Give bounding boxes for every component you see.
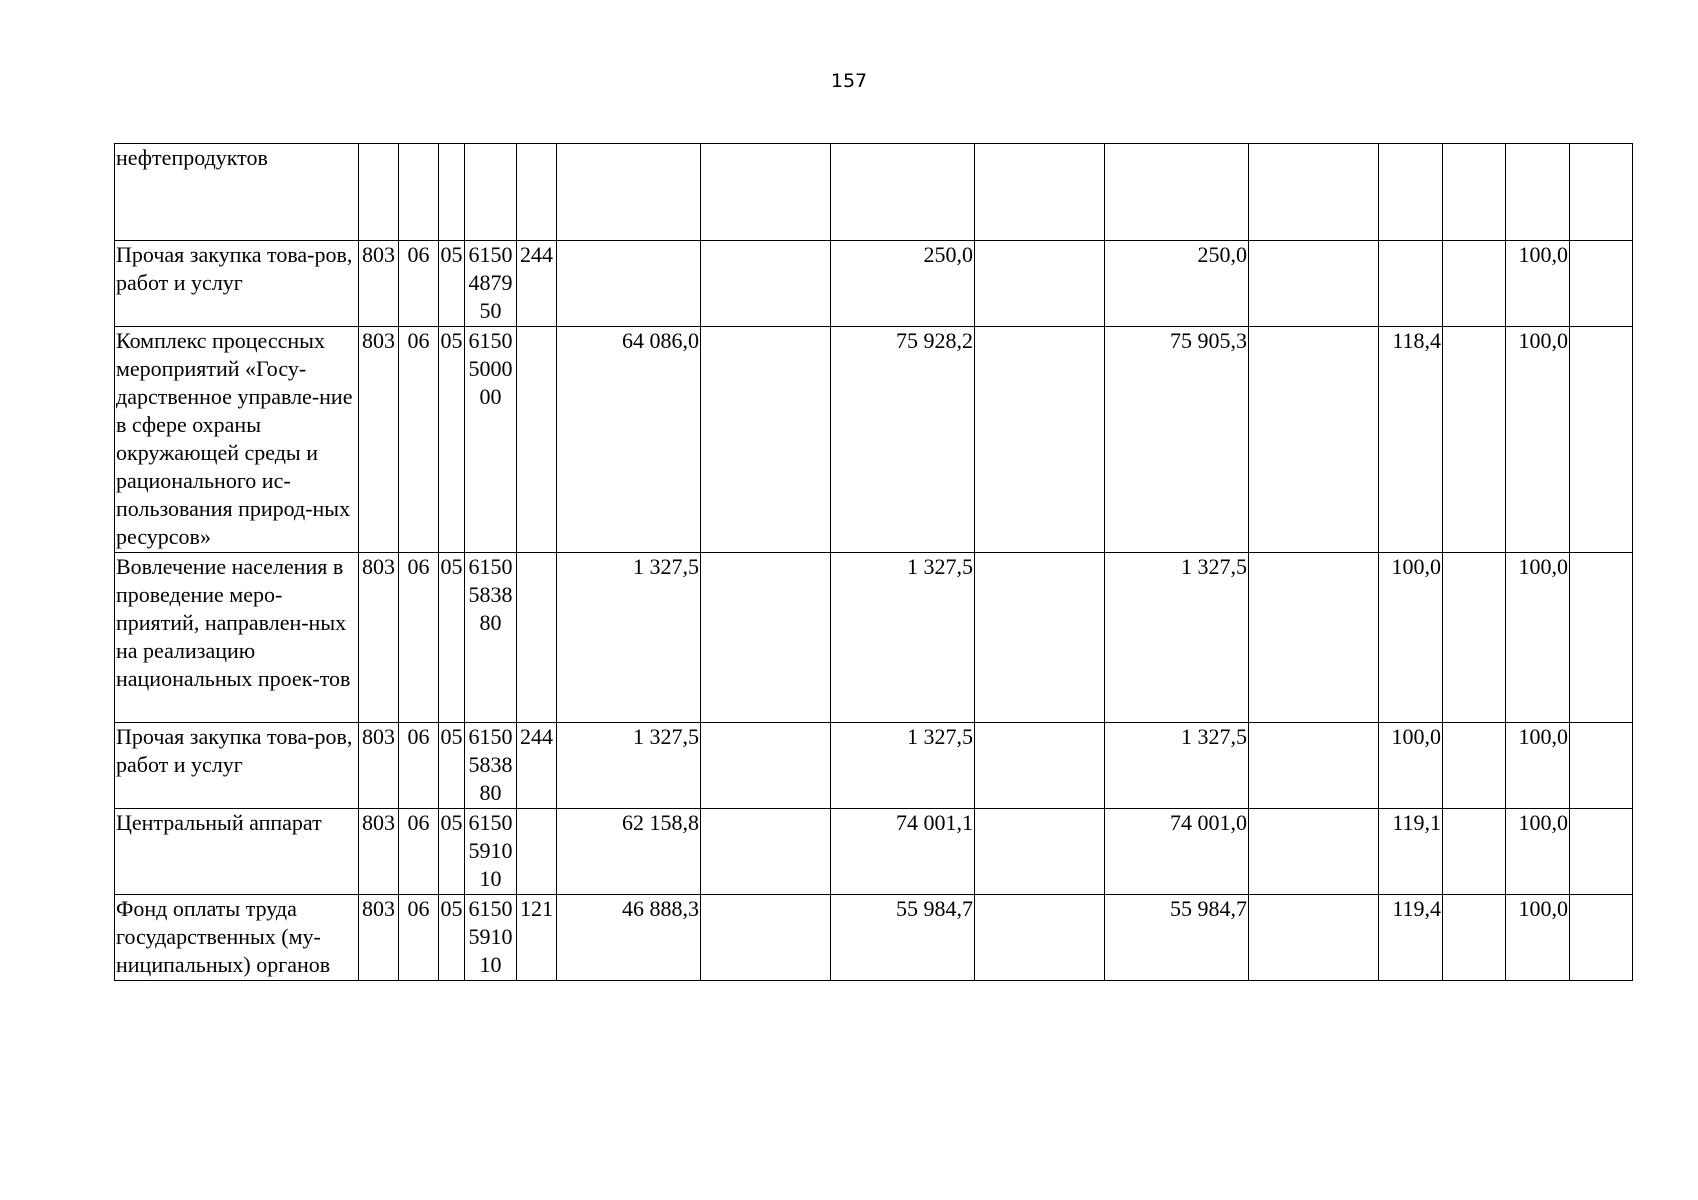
table-row (115, 553, 1633, 723)
pr-cell: 05 (439, 809, 465, 895)
csr-segment: 4879 (468, 270, 513, 295)
vr-cell: 244 (517, 241, 557, 327)
csr-cell (465, 723, 517, 809)
empty-cell (975, 809, 1105, 895)
row-name-cell: Прочая закупка това-ров, работ и услуг (115, 723, 359, 809)
empty-cell (1443, 144, 1506, 241)
empty-cell (701, 895, 831, 981)
pct-planned-cell: 100,0 (1506, 241, 1570, 327)
pct-planned-cell: 100,0 (1506, 327, 1570, 553)
empty-cell (701, 241, 831, 327)
vr-cell: 121 (517, 895, 557, 981)
grbs-cell: 803 (359, 241, 399, 327)
grbs-cell: 803 (359, 723, 399, 809)
pr-cell: 05 (439, 553, 465, 723)
csr-cell (465, 809, 517, 895)
table-row (115, 723, 1633, 809)
executed-cell (1105, 144, 1249, 241)
csr-segment: 80 (479, 610, 502, 635)
empty-cell (1249, 895, 1379, 981)
vr-cell (517, 553, 557, 723)
budget-table (114, 143, 1633, 981)
approved-cell: 46 888,3 (557, 895, 701, 981)
vr-cell: 244 (517, 723, 557, 809)
table-row (115, 327, 1633, 553)
grbs-cell: 803 (359, 553, 399, 723)
empty-cell (975, 723, 1105, 809)
empty-cell (1249, 553, 1379, 723)
pr-cell: 05 (439, 241, 465, 327)
empty-cell (975, 241, 1105, 327)
empty-cell (701, 553, 831, 723)
pct-approved-cell: 119,4 (1379, 895, 1443, 981)
approved-cell: 64 086,0 (557, 327, 701, 553)
csr-cell (465, 553, 517, 723)
csr-segment: 10 (479, 952, 502, 977)
table-row (115, 144, 1633, 241)
executed-cell: 1 327,5 (1105, 553, 1249, 723)
empty-cell (1443, 241, 1506, 327)
empty-cell (1570, 241, 1633, 327)
vr-cell (517, 327, 557, 553)
empty-cell (1570, 895, 1633, 981)
approved-cell: 62 158,8 (557, 809, 701, 895)
empty-cell (1570, 723, 1633, 809)
empty-cell (1249, 327, 1379, 553)
grbs-cell: 803 (359, 809, 399, 895)
csr-segment: 5910 (468, 924, 513, 949)
empty-cell (701, 809, 831, 895)
empty-cell (1249, 241, 1379, 327)
empty-cell (975, 553, 1105, 723)
pct-planned-cell: 100,0 (1506, 809, 1570, 895)
row-name-cell: Фонд оплаты труда государственных (му-ниципальных) органов (115, 895, 359, 981)
row-name-cell: Комплекс процессных мероприятий «Госу-дарственное управле-ние в сфере охраны окружающей среды и рационального ис-пользования природ-ных ресурсов» (115, 327, 359, 553)
executed-cell: 250,0 (1105, 241, 1249, 327)
csr-cell (465, 327, 517, 553)
empty-cell (1249, 809, 1379, 895)
empty-cell (701, 723, 831, 809)
planned-cell: 74 001,1 (831, 809, 975, 895)
page-number: 157 (830, 70, 868, 92)
executed-cell: 1 327,5 (1105, 723, 1249, 809)
empty-cell (1443, 327, 1506, 553)
pr-cell: 05 (439, 895, 465, 981)
pct-approved-cell (1379, 144, 1443, 241)
empty-cell (1443, 895, 1506, 981)
approved-cell (557, 144, 701, 241)
pct-planned-cell: 100,0 (1506, 895, 1570, 981)
table-row (115, 241, 1633, 327)
budget-table-body (115, 144, 1633, 981)
empty-cell (701, 144, 831, 241)
empty-cell (1443, 553, 1506, 723)
pct-approved-cell: 118,4 (1379, 327, 1443, 553)
planned-cell: 1 327,5 (831, 723, 975, 809)
csr-segment: 50 (479, 298, 502, 323)
row-name-cell: нефтепродуктов (115, 144, 359, 241)
rz-cell: 06 (399, 809, 439, 895)
approved-cell (557, 241, 701, 327)
grbs-cell (359, 144, 399, 241)
executed-cell: 75 905,3 (1105, 327, 1249, 553)
empty-cell (1249, 723, 1379, 809)
pr-cell (439, 144, 465, 241)
csr-segment: 6150 (468, 810, 513, 835)
empty-cell (1249, 144, 1379, 241)
pct-planned-cell (1506, 144, 1570, 241)
empty-cell (1570, 327, 1633, 553)
csr-cell (465, 144, 517, 241)
csr-segment: 5838 (468, 752, 513, 777)
empty-cell (1570, 809, 1633, 895)
csr-segment: 80 (479, 780, 502, 805)
csr-segment: 10 (479, 866, 502, 891)
row-name-cell: Вовлечение населения в проведение меро-приятий, направлен-ных на реализацию национальных проек-тов (115, 553, 359, 723)
rz-cell: 06 (399, 553, 439, 723)
empty-cell (975, 895, 1105, 981)
empty-cell (701, 327, 831, 553)
rz-cell (399, 144, 439, 241)
empty-cell (1443, 809, 1506, 895)
empty-cell (1570, 144, 1633, 241)
empty-cell (1443, 723, 1506, 809)
row-name-cell: Центральный аппарат (115, 809, 359, 895)
empty-cell (975, 327, 1105, 553)
pct-approved-cell (1379, 241, 1443, 327)
grbs-cell: 803 (359, 895, 399, 981)
csr-segment: 5000 (468, 356, 513, 381)
pr-cell: 05 (439, 327, 465, 553)
csr-segment: 6150 (468, 554, 513, 579)
executed-cell: 55 984,7 (1105, 895, 1249, 981)
row-name-cell: Прочая закупка това-ров, работ и услуг (115, 241, 359, 327)
planned-cell: 55 984,7 (831, 895, 975, 981)
pct-planned-cell: 100,0 (1506, 723, 1570, 809)
vr-cell (517, 144, 557, 241)
csr-segment: 5910 (468, 838, 513, 863)
approved-cell: 1 327,5 (557, 553, 701, 723)
pct-approved-cell: 100,0 (1379, 723, 1443, 809)
planned-cell: 75 928,2 (831, 327, 975, 553)
empty-cell (975, 144, 1105, 241)
rz-cell: 06 (399, 895, 439, 981)
csr-segment: 00 (479, 384, 502, 409)
pct-approved-cell: 119,1 (1379, 809, 1443, 895)
csr-segment: 6150 (468, 896, 513, 921)
pct-approved-cell: 100,0 (1379, 553, 1443, 723)
grbs-cell: 803 (359, 327, 399, 553)
empty-cell (1570, 553, 1633, 723)
planned-cell: 1 327,5 (831, 553, 975, 723)
rz-cell: 06 (399, 723, 439, 809)
csr-segment: 6150 (468, 724, 513, 749)
csr-cell (465, 241, 517, 327)
csr-segment: 6150 (468, 242, 513, 267)
table-row (115, 895, 1633, 981)
vr-cell (517, 809, 557, 895)
executed-cell: 74 001,0 (1105, 809, 1249, 895)
csr-segment: 6150 (468, 328, 513, 353)
approved-cell: 1 327,5 (557, 723, 701, 809)
rz-cell: 06 (399, 327, 439, 553)
planned-cell: 250,0 (831, 241, 975, 327)
table-row (115, 809, 1633, 895)
pr-cell: 05 (439, 723, 465, 809)
pct-planned-cell: 100,0 (1506, 553, 1570, 723)
rz-cell: 06 (399, 241, 439, 327)
planned-cell (831, 144, 975, 241)
csr-cell (465, 895, 517, 981)
csr-segment: 5838 (468, 582, 513, 607)
